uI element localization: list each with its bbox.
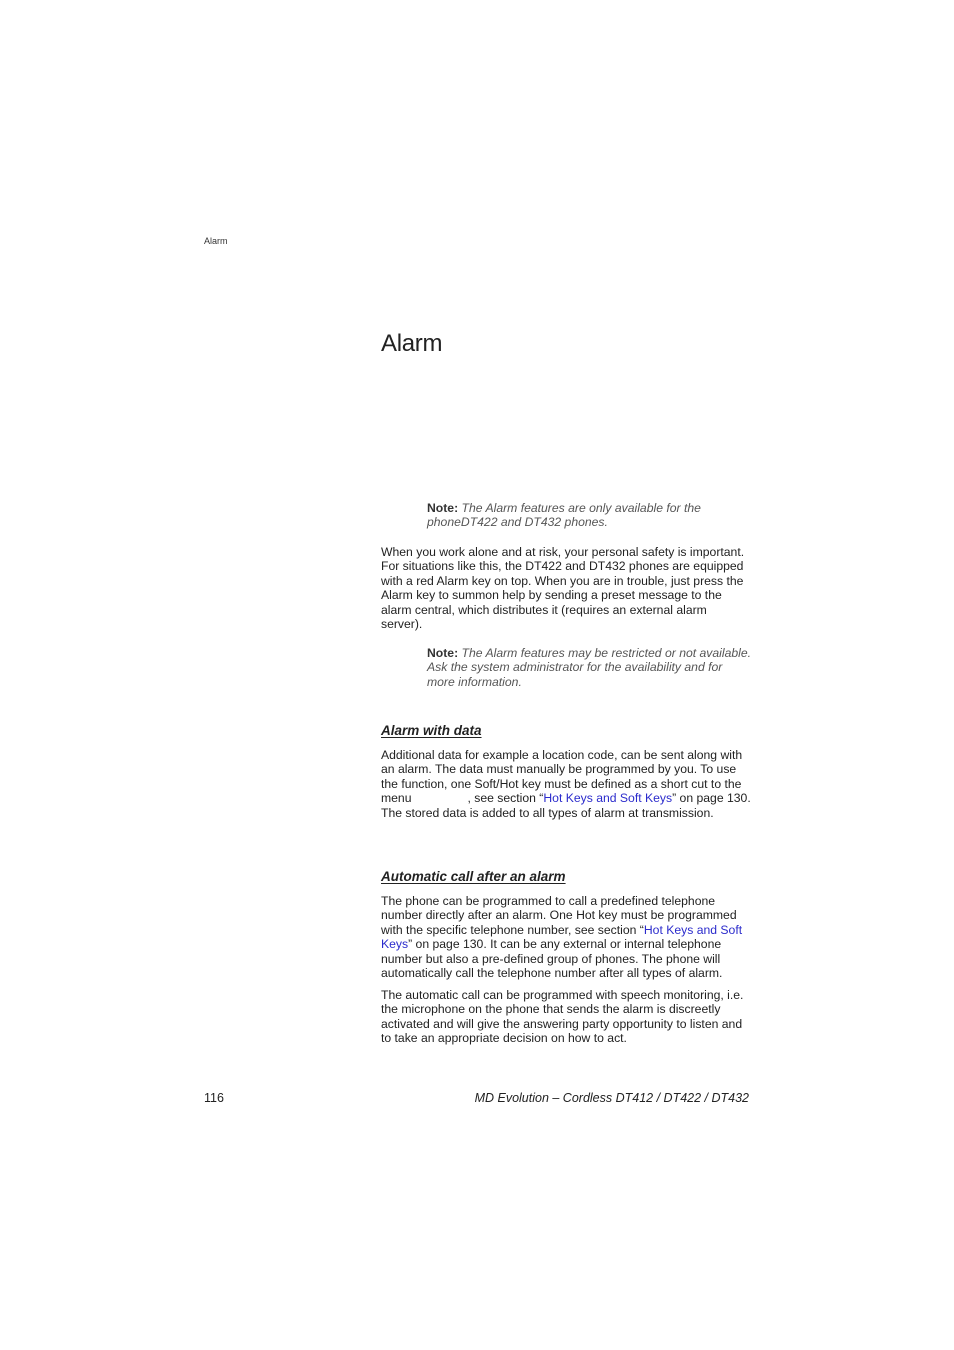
- section-heading-automatic-call: Automatic call after an alarm: [381, 869, 566, 884]
- automatic-call-paragraph-1: [381, 894, 751, 980]
- note-text: The Alarm features are only available for the phoneDT422 and DT432 phones.: [427, 501, 701, 530]
- note-availability: [427, 501, 752, 530]
- note-label: Note:: [427, 646, 459, 660]
- note-restrictions: [427, 646, 752, 689]
- footer-document-title: MD Evolution – Cordless DT412 / DT422 / DT432: [474, 1091, 749, 1105]
- hot-keys-link[interactable]: Hot Keys and Soft Keys: [381, 922, 743, 952]
- intro-paragraph: When you work alone and at risk, your personal safety is important. For situations like this, the DT422 and DT432 phones are equipped with a red Alarm key on top. When you are in trouble, just press the Alarm key to summon help by sending a preset message to the alarm central, which distributes it (requires an external alarm server).: [381, 545, 745, 632]
- paragraph-text: The phone can be programmed to call a predefined telephone number directly after an alarm. One Hot key must be programmed with the specific telephone number, see section “: [381, 894, 737, 937]
- hot-keys-link[interactable]: Hot Keys and Soft Keys: [543, 791, 673, 806]
- page-number: 116: [204, 1091, 224, 1105]
- note-label: Note:: [427, 501, 459, 515]
- chapter-title: Alarm: [381, 330, 443, 357]
- section-heading-alarm-with-data: Alarm with data: [381, 723, 482, 738]
- running-header: Alarm: [204, 236, 228, 246]
- note-text: The Alarm features may be restricted or not available. Ask the system administrator for the availability and for more information.: [427, 646, 752, 689]
- paragraph-text: ” on page 130. The stored data is added to all types of alarm at transmission.: [381, 791, 751, 820]
- paragraph-text: Additional data for example a location code, can be sent along with an alarm. The data must manually be programmed by you. To use the function, one Soft/Hot key must be defined as a short cut to the menu: [381, 748, 743, 806]
- paragraph-text: , see section “: [467, 791, 544, 806]
- paragraph-text: ” on page 130. It can be any external or internal telephone number but also a pre-defined group of phones. The phone will automatically call the telephone number after all types of alarm.: [381, 937, 723, 981]
- alarm-with-data-paragraph: [381, 748, 751, 820]
- automatic-call-paragraph-2: The automatic call can be programmed with speech monitoring, i.e. the microphone on the phone that sends the alarm is discreetly activated and will give the answering party opportunity to listen and to take an appropriate decision on how to act.: [381, 988, 744, 1046]
